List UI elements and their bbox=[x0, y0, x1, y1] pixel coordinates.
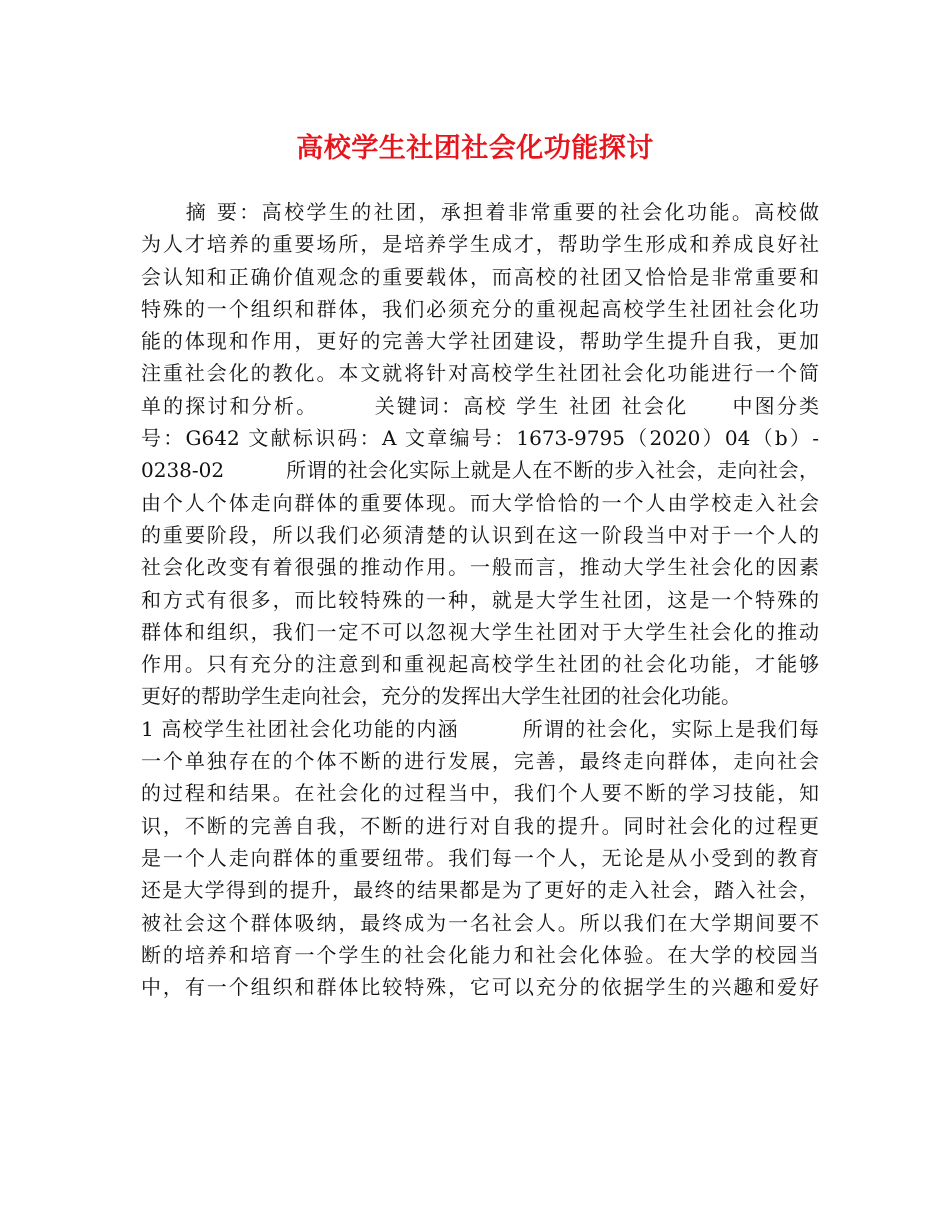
body-line-12: 社会化改变有着很强的推动作用。一般而言，推动大学生社会化的因素 bbox=[141, 555, 819, 580]
body-line-9: 0238-02 所谓的社会化实际上就是人在不断的步入社会，走向社会， bbox=[141, 458, 819, 483]
body-line-25: 中，有一个组织和群体比较特殊，它可以充分的依据学生的兴趣和爱好 bbox=[141, 975, 819, 1000]
body-line-14: 群体和组织，我们一定不可以忽视大学生社团对于大学生社会化的推动 bbox=[141, 619, 819, 644]
body-line-6: 注重社会化的教化。本文就将针对高校学生社团社会化功能进行一个简 bbox=[141, 361, 819, 386]
body-line-22: 还是大学得到的提升，最终的结果都是为了更好的走入社会，踏入社会， bbox=[141, 878, 819, 903]
body-line-11: 的重要阶段，所以我们必须清楚的认识到在这一阶段当中对于一个人的 bbox=[141, 522, 819, 547]
body-line-13: 和方式有很多，而比较特殊的一种，就是大学生社团，这是一个特殊的 bbox=[141, 587, 819, 612]
body-line-7: 单的探讨和分析。 关键词：高校 学生 社团 社会化 中图分类 bbox=[141, 393, 819, 418]
body-line-1: 摘 要：高校学生的社团，承担着非常重要的社会化功能。高校做 bbox=[141, 200, 819, 224]
body-line-4: 特殊的一个组织和群体，我们必须充分的重视起高校学生社团社会化功 bbox=[141, 296, 819, 321]
body-line-3: 会认知和正确价值观念的重要载体，而高校的社团又恰恰是非常重要和 bbox=[141, 264, 819, 289]
body-line-15: 作用。只有充分的注意到和重视起高校学生社团的社会化功能，才能够 bbox=[141, 652, 819, 677]
body-line-17: 1 高校学生社团社会化功能的内涵 所谓的社会化，实际上是我们每 bbox=[141, 716, 819, 741]
body-line-24: 断的培养和培育一个学生的社会化能力和社会化体验。在大学的校园当 bbox=[141, 942, 819, 967]
document-title: 高校学生社团社会化功能探讨 bbox=[296, 133, 654, 164]
body-line-16: 更好的帮助学生走向社会，充分的发挥出大学生社团的社会化功能。 bbox=[141, 684, 741, 709]
body-line-8: 号：G642 文献标识码：A 文章编号：1673-9795（2020）04（b）- bbox=[141, 426, 819, 451]
body-line-23: 被社会这个群体吸纳，最终成为一名社会人。所以我们在大学期间要不 bbox=[141, 910, 819, 935]
body-line-5: 能的体现和作用，更好的完善大学社团建设，帮助学生提升自我，更加 bbox=[141, 329, 819, 354]
body-line-21: 是一个人走向群体的重要纽带。我们每一个人，无论是从小受到的教育 bbox=[141, 845, 819, 870]
body-line-10: 由个人个体走向群体的重要体现。而大学恰恰的一个人由学校走入社会 bbox=[141, 490, 819, 515]
body-line-18: 一个单独存在的个体不断的进行发展，完善，最终走向群体，走向社会 bbox=[141, 749, 819, 774]
document-body bbox=[141, 196, 819, 1003]
body-line-2: 为人才培养的重要场所，是培养学生成才，帮助学生形成和养成良好社 bbox=[141, 232, 819, 257]
body-line-20: 识，不断的完善自我，不断的进行对自我的提升。同时社会化的过程更 bbox=[141, 813, 819, 838]
body-line-19: 的过程和结果。在社会化的过程当中，我们个人要不断的学习技能，知 bbox=[141, 781, 819, 806]
